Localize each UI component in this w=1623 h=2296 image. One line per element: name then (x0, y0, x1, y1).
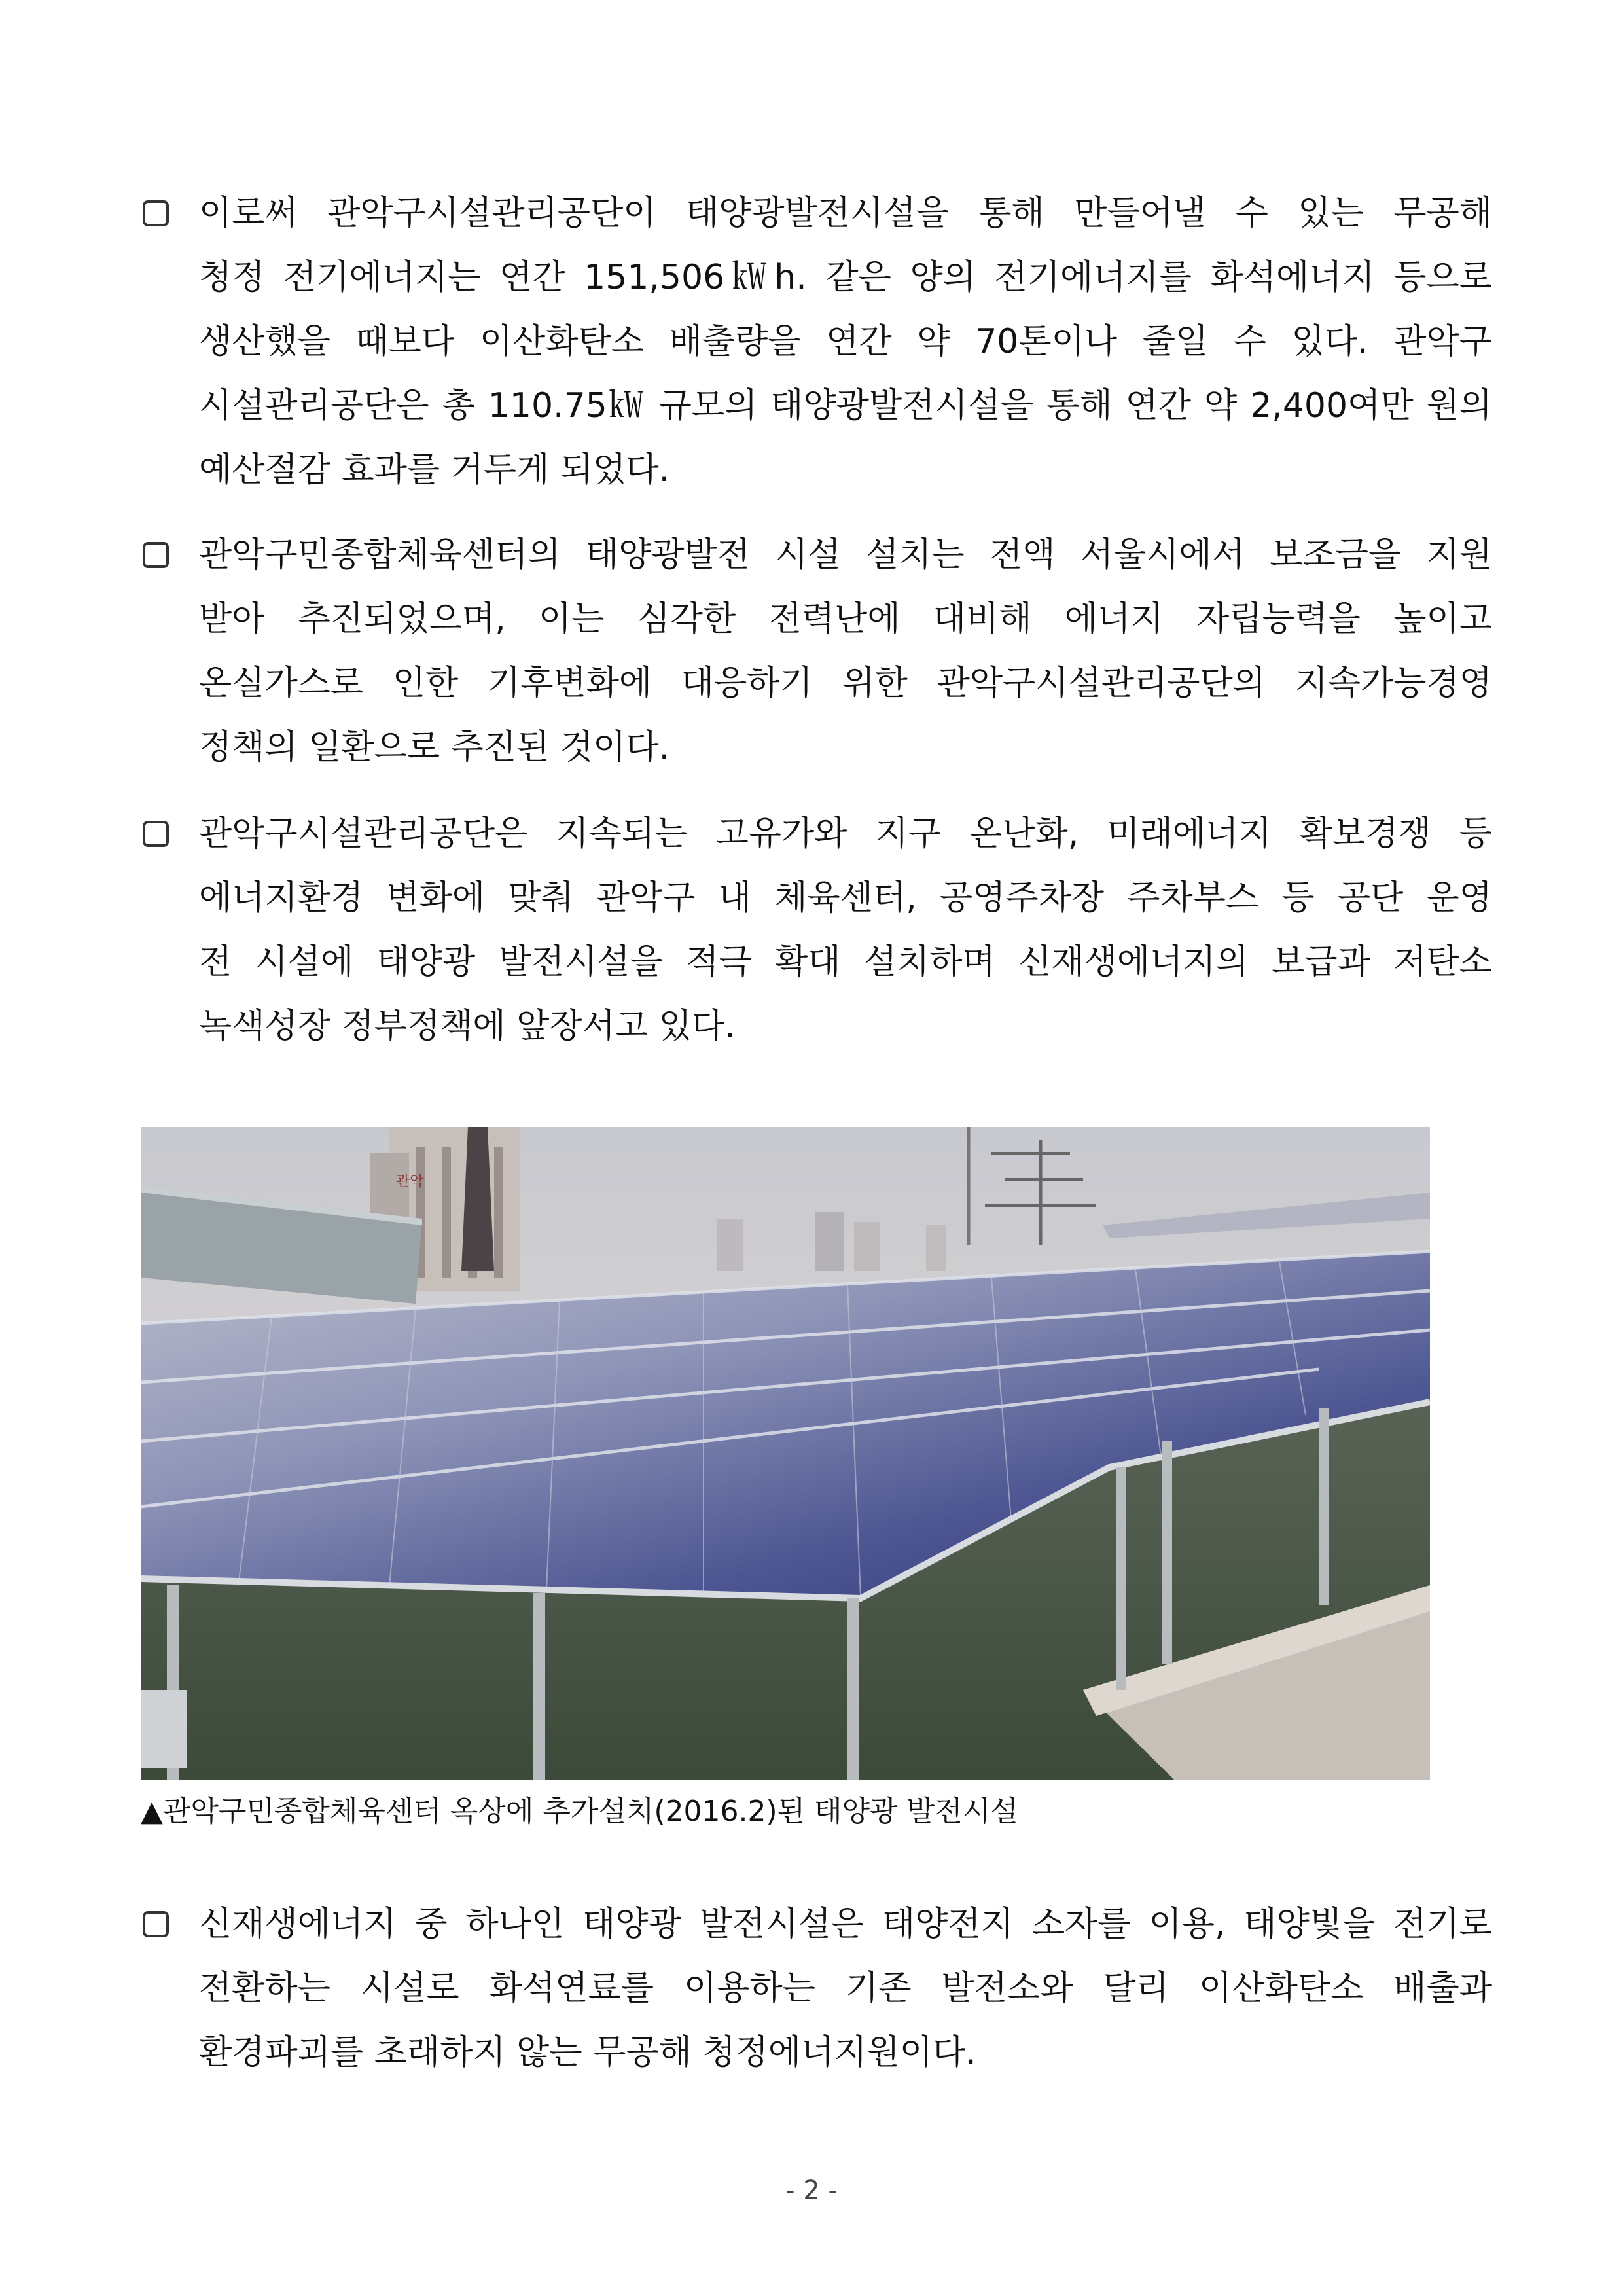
paragraph-line: 시설관리공단은 총 110.75㎾ 규모의 태양광발전시설을 통해 연간 약 2,400여만 원의 (199, 386, 1492, 425)
paragraph-line: 온실가스로 인한 기후변화에 대응하기 위한 관악구시설관리공단의 지속가능경영 (199, 664, 1492, 703)
solar-panel-photo (141, 1127, 1430, 1780)
paragraph-line: 관악구민종합체육센터의 태양광발전 시설 설치는 전액 서울시에서 보조금을 지원 (199, 535, 1492, 575)
paragraph-line: 이로써 관악구시설관리공단이 태양광발전시설을 통해 만들어낼 수 있는 무공해 (199, 194, 1492, 233)
paragraph-line: 전 시설에 태양광 발전시설을 적극 확대 설치하며 신재생에너지의 보급과 저탄소 (199, 942, 1492, 982)
paragraph-line: 녹색성장 정부정책에 앞장서고 있다. (199, 1007, 736, 1046)
checkbox-bullet-icon (143, 1911, 169, 1937)
photo-caption: ▲관악구민종합체육센터 옥상에 추가설치(2016.2)된 태양광 발전시설 (141, 1795, 1018, 1828)
paragraph-line: 받아 추진되었으며, 이는 심각한 전력난에 대비해 에너지 자립능력을 높이고 (199, 600, 1492, 639)
page-number: - 2 - (785, 2176, 838, 2206)
paragraph-line: 전환하는 시설로 화석연료를 이용하는 기존 발전소와 달리 이산화탄소 배출과 (199, 1969, 1492, 2008)
paragraph-line: 관악구시설관리공단은 지속되는 고유가와 지구 온난화, 미래에너지 확보경쟁 등 (199, 814, 1492, 853)
paragraph-line: 예산절감 효과를 거두게 되었다. (199, 450, 670, 490)
paragraph-line: 생산했을 때보다 이산화탄소 배출량을 연간 약 70톤이나 줄일 수 있다. 관악구 (199, 322, 1492, 361)
paragraph-line: 에너지환경 변화에 맞춰 관악구 내 체육센터, 공영주차장 주차부스 등 공단 운영 (199, 878, 1492, 918)
checkbox-bullet-icon (143, 542, 169, 568)
building-sign: 관악 (396, 1174, 424, 1190)
checkbox-bullet-icon (143, 821, 169, 847)
checkbox-bullet-icon (143, 200, 169, 226)
paragraph-line: 청정 전기에너지는 연간 151,506㎾h. 같은 양의 전기에너지를 화석에너지 등으로 (199, 258, 1492, 297)
paragraph-line: 신재생에너지 중 하나인 태양광 발전시설은 태양전지 소자를 이용, 태양빛을 전기로 (199, 1905, 1492, 1944)
paragraph-line: 정책의 일환으로 추진된 것이다. (199, 728, 670, 767)
paragraph-line: 환경파괴를 초래하지 않는 무공해 청정에너지원이다. (199, 2033, 976, 2072)
